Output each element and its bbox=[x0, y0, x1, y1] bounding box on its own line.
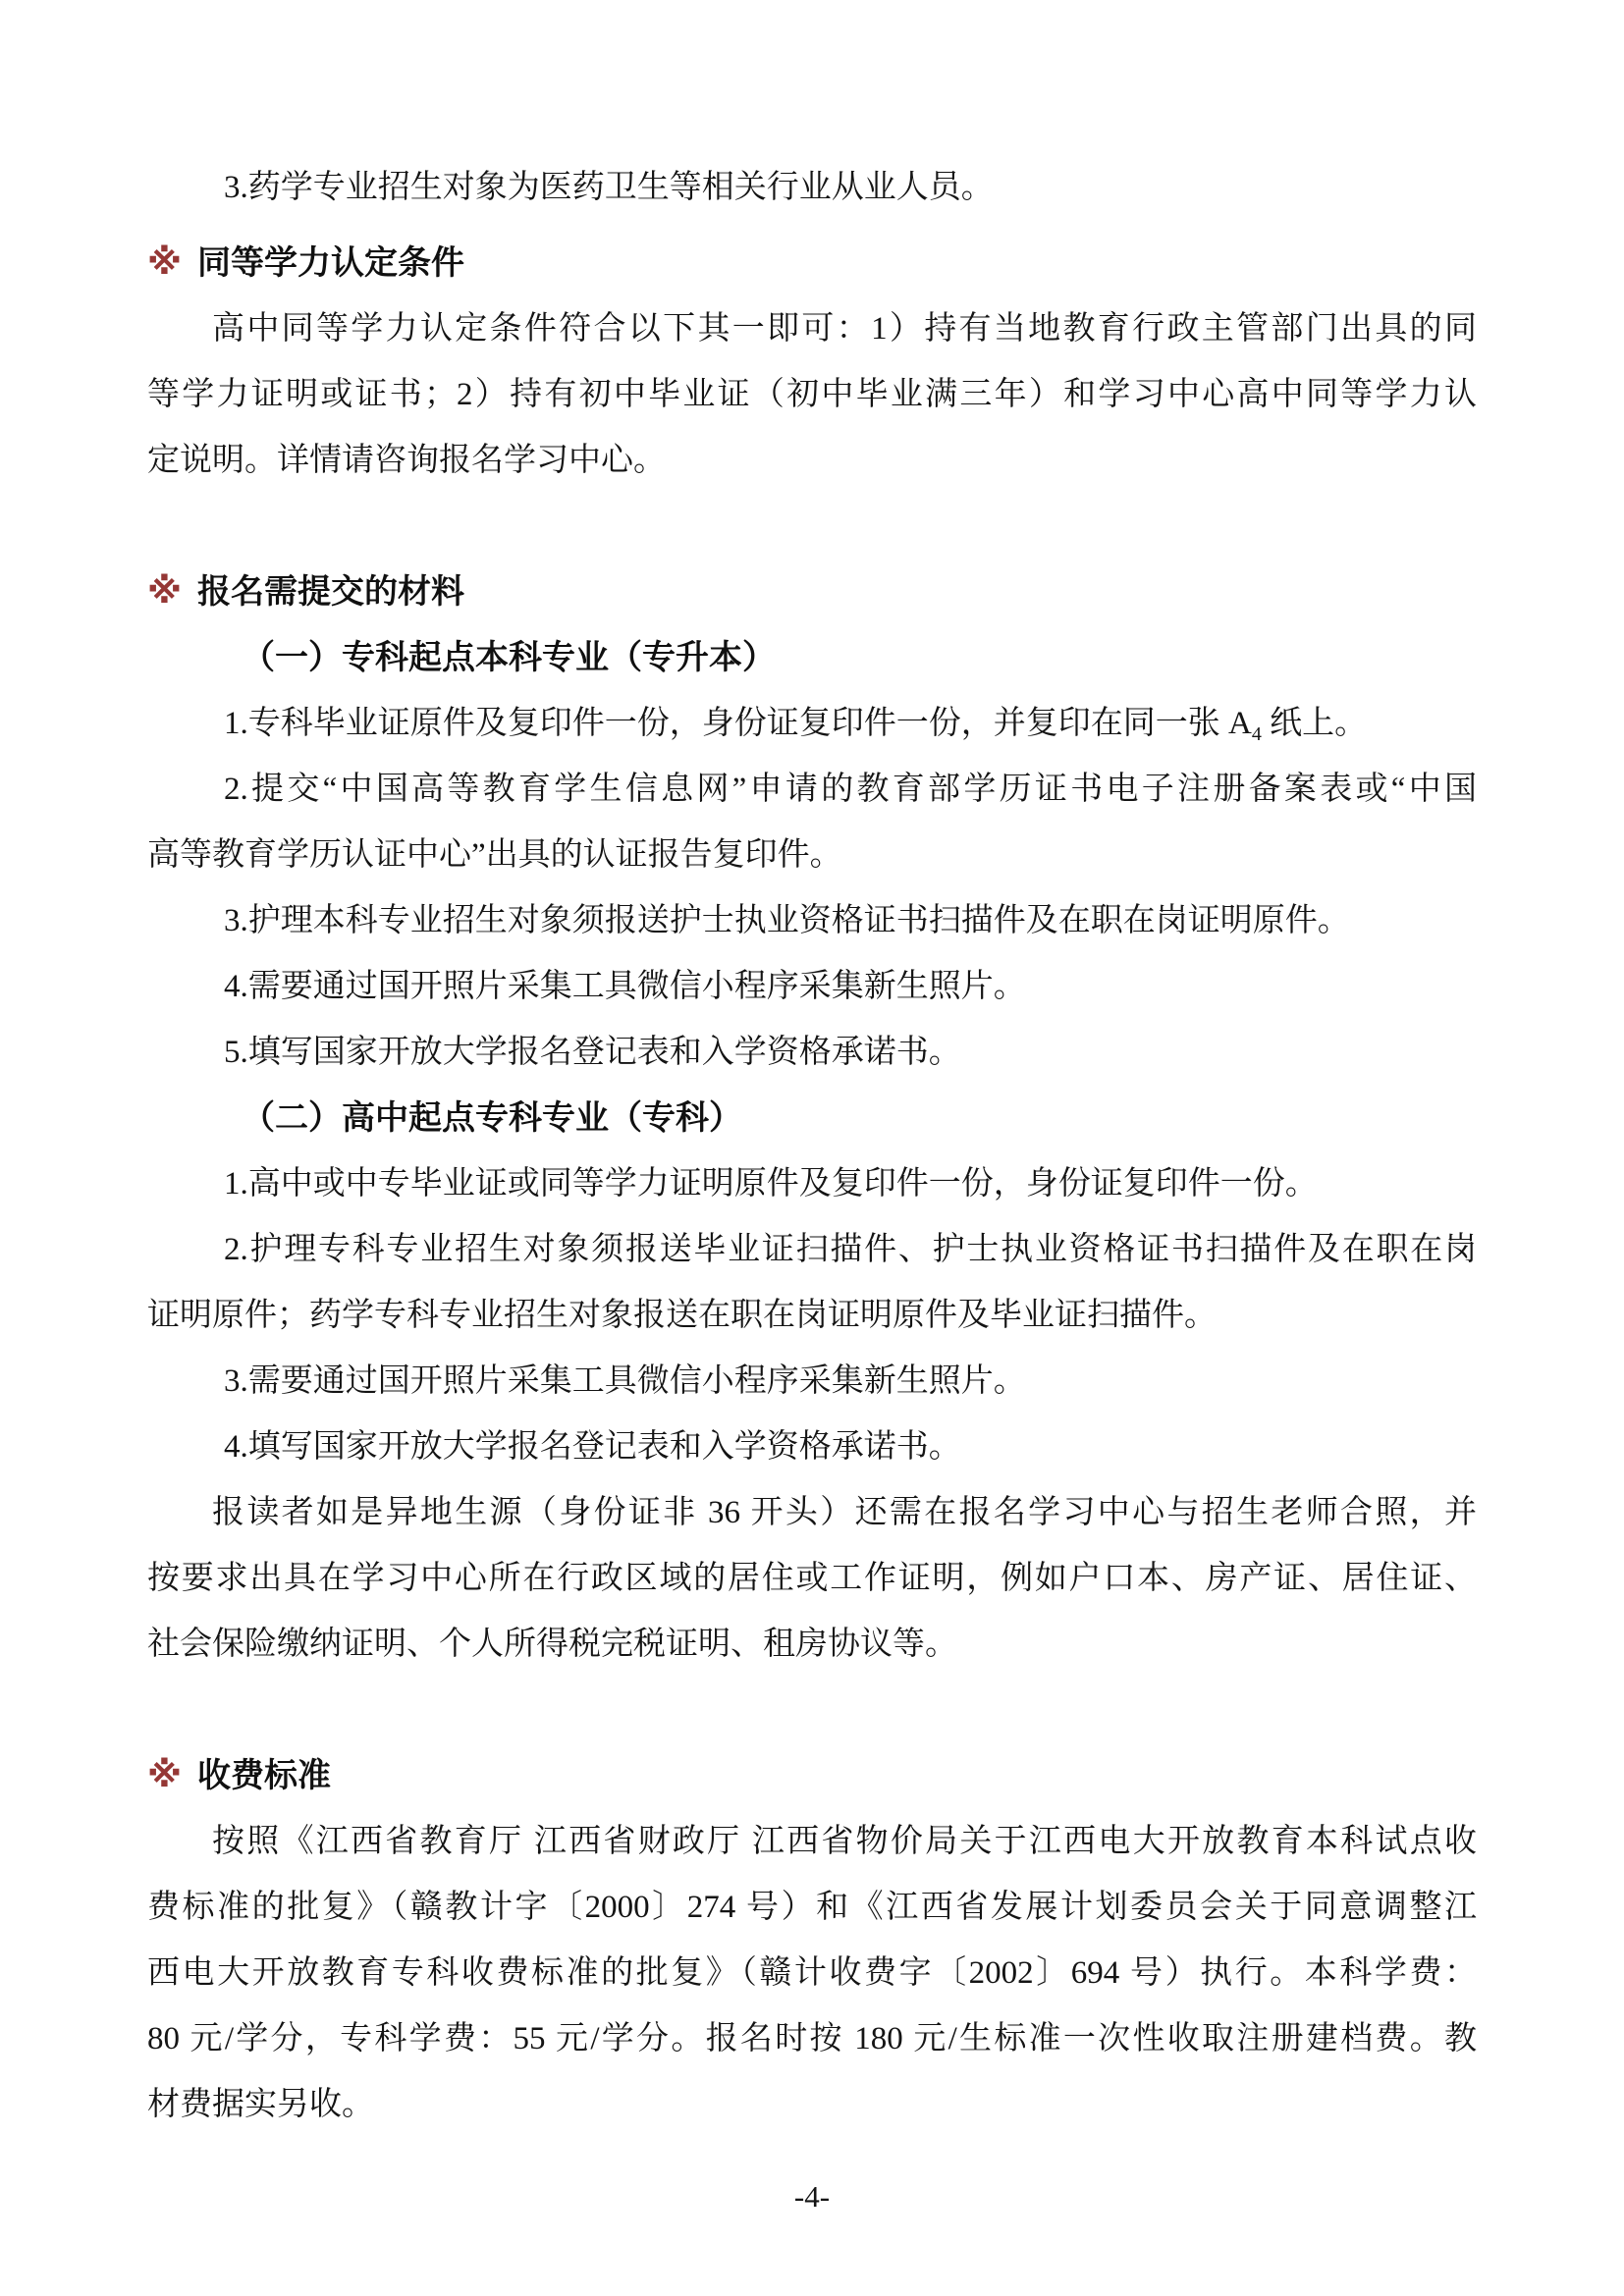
list-item bbox=[147, 1020, 1477, 1086]
list-item bbox=[147, 1151, 1477, 1217]
paragraph bbox=[147, 1480, 1477, 1678]
body-line: 3.药学专业招生对象为医药卫生等相关行业从业人员。 bbox=[224, 170, 994, 205]
body-line: 按要求出具在学习中心所在行政区域的居住或工作证明，例如户口本、房产证、居住证、 bbox=[147, 1561, 1477, 1596]
body-line: 3.需要通过国开照片采集工具微信小程序采集新生照片。 bbox=[224, 1363, 1026, 1399]
subsection-title-benke: （一）专科起点本科专业（专升本） bbox=[242, 639, 776, 676]
list-item bbox=[147, 757, 1477, 888]
a4-subscript: 4 bbox=[1251, 723, 1262, 745]
body-line: 社会保险缴纳证明、个人所得税完税证明、租房协议等。 bbox=[147, 1627, 957, 1662]
list-item bbox=[147, 888, 1477, 954]
section-title: 收费标准 bbox=[197, 1757, 331, 1794]
body-line: 材费据实另收。 bbox=[147, 2087, 374, 2122]
body-line: 高中同等学力认定条件符合以下其一即可：1）持有当地教育行政主管部门出具的同 bbox=[212, 311, 1477, 347]
item-text-after-subscript: 纸上。 bbox=[1261, 706, 1368, 741]
subsection-title-zhuanke: （二）高中起点专科专业（专科） bbox=[242, 1099, 742, 1137]
body-line: 2.护理专科专业招生对象须报送毕业证扫描件、护士执业资格证书扫描件及在职在岗 bbox=[224, 1232, 1477, 1267]
list-item bbox=[147, 155, 1477, 221]
body-line: 西电大开放教育专科收费标准的批复》（赣计收费字〔2002〕694 号）执行。本科学费： bbox=[147, 1955, 1477, 1991]
section-header-fees bbox=[147, 1741, 1477, 1809]
body-line: 4.需要通过国开照片采集工具微信小程序采集新生照片。 bbox=[224, 969, 1026, 1004]
list-item bbox=[147, 1415, 1477, 1480]
list-item bbox=[147, 1349, 1477, 1415]
body-line: 等学力证明或证书；2）持有初中毕业证（初中毕业满三年）和学习中心高中同等学力认 bbox=[147, 377, 1477, 412]
list-item bbox=[147, 691, 1477, 757]
body-line: 高等教育学历认证中心”出具的认证报告复印件。 bbox=[147, 837, 842, 873]
body-line: 费标准的批复》（赣教计字〔2000〕274 号）和《江西省发展计划委员会关于同意调整江 bbox=[147, 1890, 1477, 1925]
body-line: 4.填写国家开放大学报名登记表和入学资格承诺书。 bbox=[224, 1429, 961, 1465]
list-item bbox=[147, 1217, 1477, 1349]
body-line: 1.高中或中专毕业证或同等学力证明原件及复印件一份，身份证复印件一份。 bbox=[224, 1166, 1318, 1201]
body-line bbox=[147, 691, 1477, 757]
body-line: 证明原件；药学专科专业招生对象报送在职在岗证明原件及毕业证扫描件。 bbox=[147, 1298, 1217, 1333]
list-item bbox=[147, 954, 1477, 1020]
section-title: 报名需提交的材料 bbox=[197, 573, 464, 611]
section-header-materials bbox=[147, 558, 1477, 625]
body-line: 报读者如是异地生源（身份证非 36 开头）还需在报名学习中心与招生老师合照，并 bbox=[212, 1495, 1477, 1530]
section-marker-icon: ※ bbox=[147, 241, 182, 282]
body-line: 定说明。详情请咨询报名学习中心。 bbox=[147, 443, 666, 478]
body-line: 按照《江西省教育厅 江西省财政厅 江西省物价局关于江西电大开放教育本科试点收 bbox=[212, 1824, 1477, 1859]
body-line: 80 元/学分，专科学费：55 元/学分。报名时按 180 元/生标准一次性收取注册建档费。教 bbox=[147, 2021, 1477, 2056]
section-marker-icon: ※ bbox=[147, 570, 182, 611]
page-number: -4- bbox=[793, 2179, 831, 2214]
section-header-equivalency bbox=[147, 229, 1477, 296]
body-line: 5.填写国家开放大学报名登记表和入学资格承诺书。 bbox=[224, 1035, 961, 1070]
section-marker-icon: ※ bbox=[147, 1754, 182, 1794]
paragraph bbox=[147, 296, 1477, 494]
paragraph bbox=[147, 1809, 1477, 2138]
section-title: 同等学力认定条件 bbox=[197, 244, 464, 282]
body-line: 3.护理本科专业招生对象须报送护士执业资格证书扫描件及在职在岗证明原件。 bbox=[224, 903, 1350, 938]
body-line: 2.提交“中国高等教育学生信息网”申请的教育部学历证书电子注册备案表或“中国 bbox=[224, 772, 1477, 807]
item-text-before-subscript: 1.专科毕业证原件及复印件一份，身份证复印件一份，并复印在同一张 A bbox=[224, 706, 1252, 741]
